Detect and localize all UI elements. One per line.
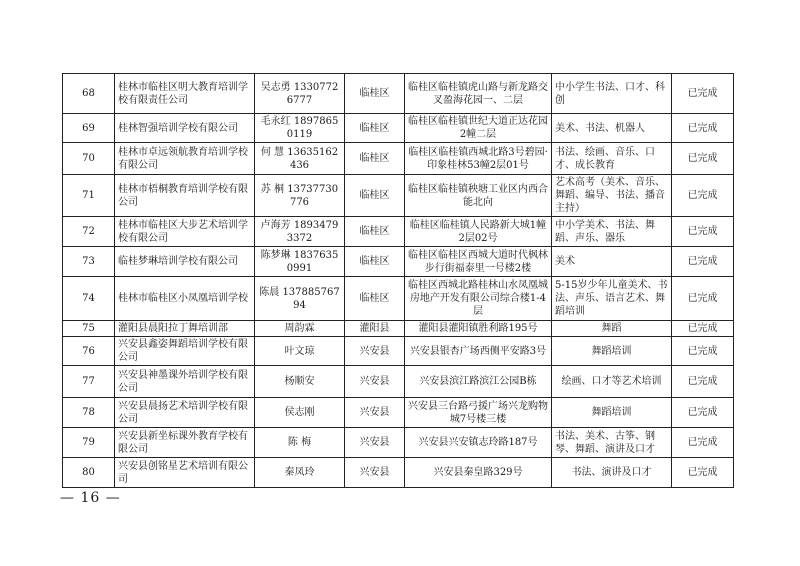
training-scope: 舞蹈培训	[552, 398, 672, 428]
school-name: 桂林市临桂区明大教育培训学校有限责任公司	[115, 74, 255, 114]
status: 已完成	[672, 247, 734, 277]
table-row	[63, 114, 734, 143]
training-scope: 5-15岁少年儿童美术、书法、声乐、语言艺术、舞蹈培训	[552, 277, 672, 321]
county: 兴安县	[345, 428, 405, 458]
status: 已完成	[672, 321, 734, 337]
page-number: — 16 —	[60, 490, 121, 506]
school-name: 桂林市梧桐教育培训学校有限公司	[115, 175, 255, 217]
row-number: 72	[63, 217, 115, 247]
training-scope: 舞蹈	[552, 321, 672, 337]
row-number: 71	[63, 175, 115, 217]
school-name: 桂林市临桂区大步艺术培训学校有限公司	[115, 217, 255, 247]
school-name: 兴安县鑫姿舞蹈培训学校有限公司	[115, 337, 255, 366]
table-row	[63, 143, 734, 175]
county: 临桂区	[345, 217, 405, 247]
status: 已完成	[672, 428, 734, 458]
school-name: 临桂梦琳培训学校有限公司	[115, 247, 255, 277]
county: 临桂区	[345, 114, 405, 143]
address: 灌阳县灌阳镇胜利路195号	[405, 321, 552, 337]
table-row	[63, 74, 734, 114]
contact-person: 陈晨 13788576794	[255, 277, 345, 321]
status: 已完成	[672, 398, 734, 428]
contact-person: 陈梦琳 18376350991	[255, 247, 345, 277]
status: 已完成	[672, 366, 734, 398]
table-row	[63, 458, 734, 488]
contact-person: 苏 桐 13737730776	[255, 175, 345, 217]
status: 已完成	[672, 175, 734, 217]
address: 临桂区临桂镇西城北路3号碧园·印象桂林53幢2层01号	[405, 143, 552, 175]
school-name: 兴安县新坐标课外教育学校有限公司	[115, 428, 255, 458]
address: 兴安县秦皇路329号	[405, 458, 552, 488]
training-scope: 书法、美术、古筝、钢琴、舞蹈、演讲及口才	[552, 428, 672, 458]
address: 临桂区临桂镇虎山路与新龙路交叉盈海花园一、二层	[405, 74, 552, 114]
training-scope: 绘画、口才等艺术培训	[552, 366, 672, 398]
contact-person: 何 慧 13635162436	[255, 143, 345, 175]
status: 已完成	[672, 217, 734, 247]
contact-person: 叶文琼	[255, 337, 345, 366]
address: 临桂区临桂镇秧塘工业区内西合能北向	[405, 175, 552, 217]
row-number: 78	[63, 398, 115, 428]
table-body	[63, 74, 734, 488]
status: 已完成	[672, 114, 734, 143]
row-number: 73	[63, 247, 115, 277]
county: 临桂区	[345, 247, 405, 277]
status: 已完成	[672, 458, 734, 488]
table-row	[63, 321, 734, 337]
contact-person: 陈 梅	[255, 428, 345, 458]
table-row	[63, 337, 734, 366]
row-number: 74	[63, 277, 115, 321]
county: 兴安县	[345, 398, 405, 428]
row-number: 70	[63, 143, 115, 175]
county: 兴安县	[345, 458, 405, 488]
status: 已完成	[672, 143, 734, 175]
school-name: 桂林市临桂区小凤凰培训学校	[115, 277, 255, 321]
table-row	[63, 277, 734, 321]
county: 兴安县	[345, 366, 405, 398]
row-number: 76	[63, 337, 115, 366]
status: 已完成	[672, 74, 734, 114]
address: 临桂区临桂镇人民路新大城1幢2层02号	[405, 217, 552, 247]
county: 兴安县	[345, 337, 405, 366]
status: 已完成	[672, 277, 734, 321]
training-scope: 艺术高考（美术、音乐、舞蹈、编导、书法、播音主持）	[552, 175, 672, 217]
address: 兴安县三台路弓援广场兴龙购物城7号楼三楼	[405, 398, 552, 428]
training-school-table	[62, 73, 734, 488]
training-scope: 美术、书法、机器人	[552, 114, 672, 143]
address: 临桂区临桂区西城大道时代枫林步行街福泰里一号楼2楼	[405, 247, 552, 277]
row-number: 75	[63, 321, 115, 337]
county: 临桂区	[345, 277, 405, 321]
table-row	[63, 217, 734, 247]
row-number: 77	[63, 366, 115, 398]
status: 已完成	[672, 337, 734, 366]
training-scope: 中小学美术、书法、舞蹈、声乐、器乐	[552, 217, 672, 247]
address: 兴安县滨江路滨江公园B栋	[405, 366, 552, 398]
training-scope: 舞蹈培训	[552, 337, 672, 366]
table-row	[63, 247, 734, 277]
table-row	[63, 428, 734, 458]
address: 兴安县兴安镇志玲路187号	[405, 428, 552, 458]
county: 灌阳县	[345, 321, 405, 337]
county: 临桂区	[345, 143, 405, 175]
contact-person: 杨顺安	[255, 366, 345, 398]
address: 兴安县银杏广场西侧平安路3号	[405, 337, 552, 366]
row-number: 69	[63, 114, 115, 143]
row-number: 80	[63, 458, 115, 488]
contact-person: 侯志刚	[255, 398, 345, 428]
contact-person: 吴志勇 13307726777	[255, 74, 345, 114]
contact-person: 秦凤玲	[255, 458, 345, 488]
training-scope: 中小学生书法、口才、科创	[552, 74, 672, 114]
school-name: 兴安县神墨课外培训学校有限公司	[115, 366, 255, 398]
county: 临桂区	[345, 175, 405, 217]
row-number: 79	[63, 428, 115, 458]
school-name: 灌阳县晨阳拉丁舞培训部	[115, 321, 255, 337]
table-row	[63, 398, 734, 428]
contact-person: 周韵霖	[255, 321, 345, 337]
training-scope: 书法、绘画、音乐、口才、成长教育	[552, 143, 672, 175]
school-name: 桂林智强培训学校有限公司	[115, 114, 255, 143]
table-row	[63, 366, 734, 398]
row-number: 68	[63, 74, 115, 114]
school-name: 兴安县创铭星艺术培训有限公司	[115, 458, 255, 488]
contact-person: 卢海芳 18934793372	[255, 217, 345, 247]
address: 临桂区西城北路桂林山水凤凰城房地产开发有限公司综合楼1-4层	[405, 277, 552, 321]
school-name: 兴安县晨扬艺术培训学校有限公司	[115, 398, 255, 428]
school-name: 桂林市卓远领航教育培训学校有限公司	[115, 143, 255, 175]
contact-person: 毛永红 18978650119	[255, 114, 345, 143]
address: 临桂区临桂镇世纪大道正达花园2幢二层	[405, 114, 552, 143]
training-scope: 书法、演讲及口才	[552, 458, 672, 488]
training-scope: 美术	[552, 247, 672, 277]
county: 临桂区	[345, 74, 405, 114]
table-row	[63, 175, 734, 217]
